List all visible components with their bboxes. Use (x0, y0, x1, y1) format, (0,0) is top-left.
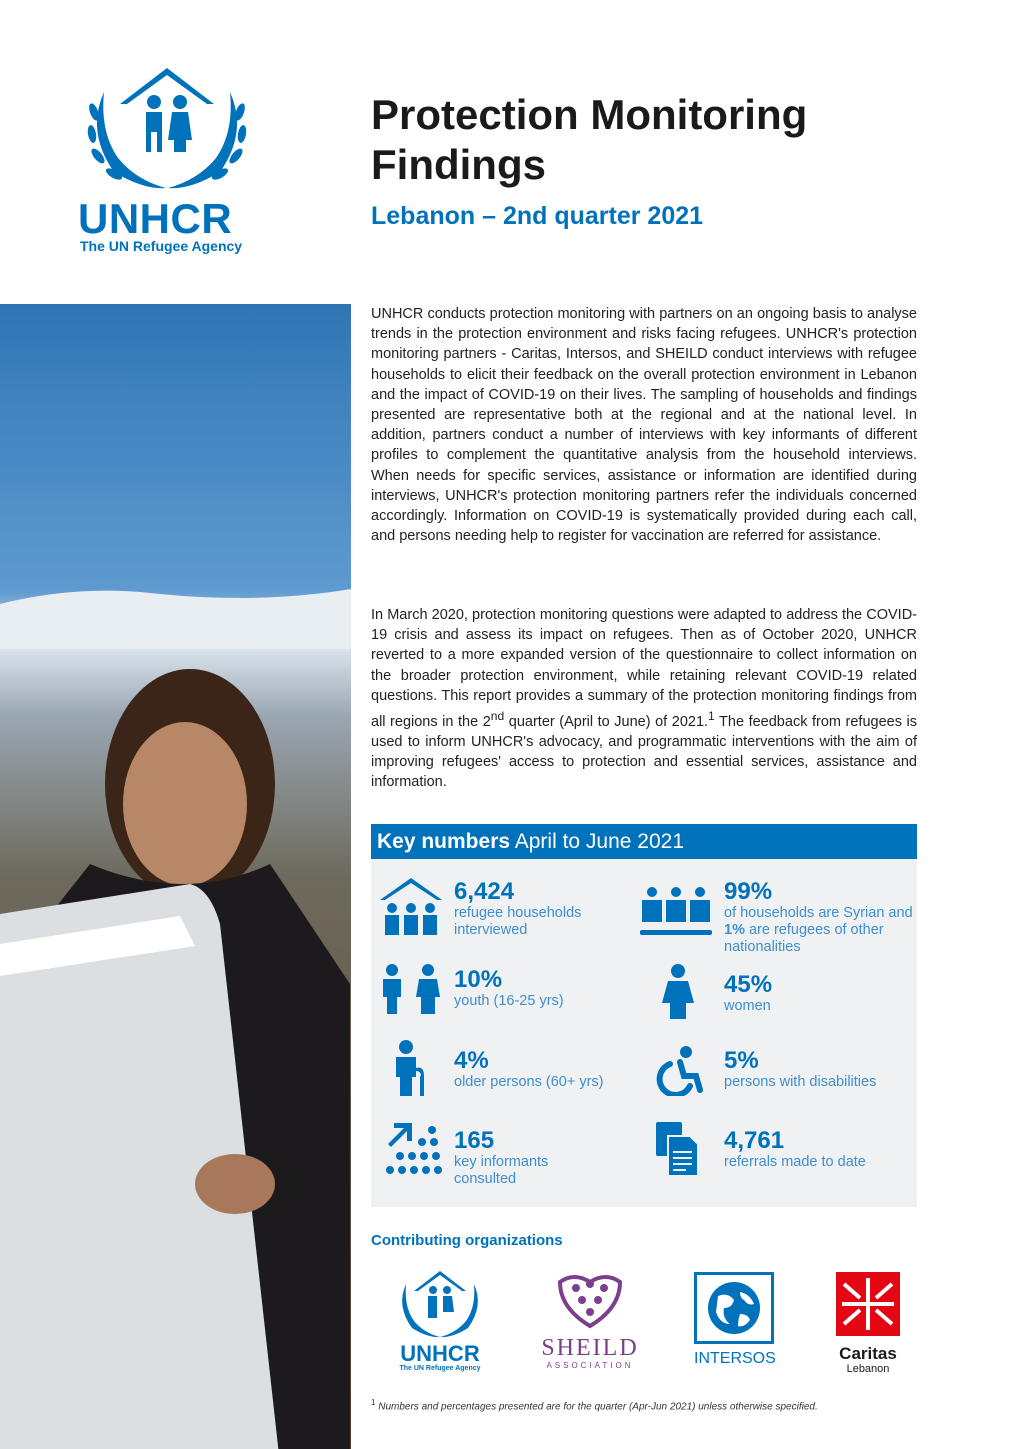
footnote-ref[interactable]: 1 (708, 709, 715, 724)
woman-icon (660, 964, 696, 1020)
youth-icon (378, 964, 444, 1016)
globe-icon (706, 1280, 762, 1336)
contributors-heading: Contributing organizations (371, 1232, 563, 1249)
stat-households (454, 879, 644, 939)
stat-value: 4,761 (724, 1127, 785, 1154)
stat-older-persons (454, 1048, 644, 1091)
logo-tagline: The UN Refugee Agency (80, 238, 243, 254)
sheild-emblem-icon (532, 1268, 648, 1330)
org-name: INTERSOS (694, 1350, 776, 1367)
stat-value: 5% (724, 1047, 759, 1074)
unhcr-emblem-icon (74, 62, 260, 192)
footnote-marker: 1 (371, 1398, 376, 1407)
key-numbers-header: Key numbers April to June 2021 (371, 824, 917, 859)
older-person-icon (390, 1040, 434, 1098)
informants-icon (384, 1122, 442, 1178)
stat-label: youth (16-25 yrs) (454, 993, 564, 1009)
stat-label: referrals made to date (724, 1154, 866, 1170)
org-tagline: The UN Refugee Agency (399, 1365, 481, 1372)
stat-youth (454, 967, 644, 1010)
page-title: Protection Monitoring Findings (371, 91, 808, 188)
intro-paragraph-2: In March 2020, protection monitoring questions were adapted to address the COVID-19 crisis and assess its impact on refugees. Then as of October 2020, UNHCR reverted to a more expanded version of the questionnaire to collect information on the broader protection environment, while retaining relevant COVID-19 related questions. This report provides a summary of the protection monitoring findings from all regions in the 2nd quarter (April to June) of 2021.$^1$ The feedback from refugees is used to inform UNHCR's advocacy, and programmatic interventions with the aim of improving refugees' access to protection and essential services, assistance and information. (371, 607, 917, 791)
org-unhcr-logo (390, 1268, 490, 1374)
stat-label: refugee households interviewed (454, 905, 582, 938)
unhcr-emblem-icon (390, 1268, 490, 1338)
stat-value: 45% (724, 971, 773, 998)
stat-value: 99% (724, 878, 773, 905)
cover-photo (0, 304, 351, 1449)
page-subtitle: Lebanon – 2nd quarter 2021 (371, 202, 704, 230)
org-tagline: Lebanon (846, 1363, 890, 1375)
stat-syrian-households (724, 879, 914, 956)
stat-women (724, 972, 914, 1015)
intersos-frame (694, 1272, 774, 1344)
org-tagline: ASSOCIATION (546, 1361, 634, 1370)
stat-disabilities (724, 1048, 914, 1091)
stat-label: persons with disabilities (724, 1074, 877, 1090)
logo-wordmark: UNHCR (78, 195, 233, 242)
org-name: SHEILD (541, 1335, 639, 1361)
stat-label: of households are Syrian and 1% are refugees of other nationalities (724, 905, 913, 955)
households-icon (378, 876, 444, 938)
footnote-text: Numbers and percentages presented are for the quarter (Apr-Jun 2021) unless otherwise specified. (378, 1401, 818, 1413)
stat-value: 4% (454, 1047, 489, 1074)
org-caritas-logo (826, 1272, 910, 1375)
intro-paragraph-1: UNHCR conducts protection monitoring with partners on an ongoing basis to analyse trends in the protection environment and risks facing refugees. UNHCR's protection monitoring partners - Caritas, Intersos, and SHEILD conduct interviews with refugee households to elicit their feedback on the overall protection environment in Lebanon and the impact of COVID-19 on their lives. The sampling of households and findings presented are representative both at the regional and at the national level. In addition, partners conduct a number of interviews with key informants of different profiles to complement the quantitative analysis from the household interviews. When needs for specific services, assistance or information are identified during interviews, UNHCR's protection monitoring partners refer the individuals concerned accordingly. Information on COVID-19 is systematically provided during each call, and persons needing help to register for vaccination are referred for assistance. (371, 306, 917, 545)
wheelchair-icon (650, 1046, 706, 1096)
stat-value: 10% (454, 966, 503, 993)
family-icon (640, 886, 712, 938)
footnote (371, 1398, 818, 1412)
stat-key-informants (454, 1128, 584, 1188)
stat-value: 165 (454, 1127, 495, 1154)
org-intersos-logo (694, 1272, 778, 1372)
stat-value: 6,424 (454, 878, 515, 905)
stat-label: older persons (60+ yrs) (454, 1074, 604, 1090)
unhcr-logo (74, 62, 260, 258)
stat-label: women (724, 998, 771, 1014)
caritas-cross-icon (826, 1272, 910, 1340)
org-name: UNHCR (400, 1341, 480, 1366)
org-sheild-logo (532, 1268, 648, 1374)
stat-referrals (724, 1128, 914, 1171)
org-name: Caritas (839, 1344, 897, 1363)
stat-label: key informants consulted (454, 1154, 549, 1187)
documents-icon (656, 1122, 698, 1176)
